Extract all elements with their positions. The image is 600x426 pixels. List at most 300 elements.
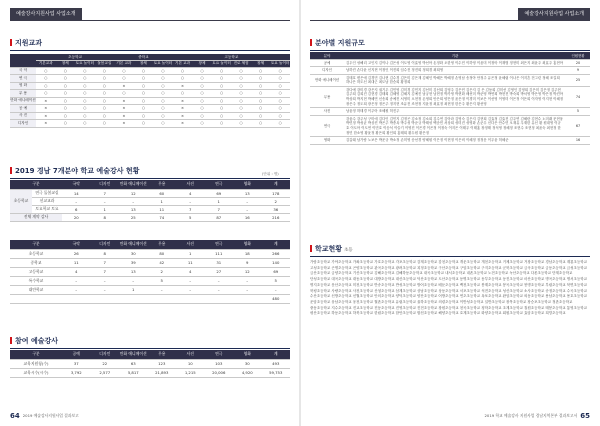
table-cell: ○ (95, 112, 115, 120)
table-cell: 74 (148, 213, 177, 221)
table-cell: ○ (56, 105, 76, 113)
table-cell: × (114, 82, 134, 90)
table-row (310, 74, 590, 86)
table-cell: ○ (212, 97, 232, 105)
field-count: 16 (566, 137, 590, 145)
table-cell: – (119, 276, 148, 285)
subhead-cell: 창체 (192, 61, 212, 68)
table-cell: – (262, 285, 291, 294)
table-cell: ○ (192, 75, 212, 83)
table-cell: 8 (91, 213, 120, 221)
footer-left (10, 412, 79, 420)
table-cell: ○ (75, 67, 95, 75)
table-cell: 59,753 (262, 368, 291, 377)
table-cell: 5 (148, 276, 177, 285)
table-cell: ○ (56, 82, 76, 90)
header-cell: 국악 (62, 180, 91, 189)
field-count: 67 (566, 115, 590, 136)
header-cell: 만화 애니메이션 (119, 350, 148, 359)
table-cell: ○ (251, 120, 271, 128)
table-row (310, 59, 590, 67)
table-cell (205, 294, 234, 303)
table-cell (176, 294, 205, 303)
table-cell: ○ (75, 105, 95, 113)
table-row (10, 285, 290, 294)
section-title-participants: 참여 예술강사 (10, 336, 58, 346)
table-cell: ○ (212, 90, 232, 98)
table-cell: 1 (91, 205, 120, 213)
table-cell: 11 (62, 258, 91, 267)
table-cell: ○ (95, 97, 115, 105)
row-label: 연극 돌봄교실 (32, 189, 62, 197)
table-cell: ○ (153, 90, 173, 98)
table-cell: 39 (119, 258, 148, 267)
row-label: 사 진 (10, 112, 36, 120)
table-cell: 493 (262, 359, 291, 368)
table-cell: ○ (231, 67, 251, 75)
subhead-cell: 토요 놀이터 (212, 61, 231, 66)
header-cell: 사진 (176, 180, 205, 189)
table-row (10, 359, 290, 368)
table-cell: ○ (212, 105, 232, 113)
table-cell: 7 (91, 189, 120, 197)
table-cell: ○ (36, 75, 56, 83)
table-cell: ○ (173, 67, 193, 75)
table-cell: ○ (231, 82, 251, 90)
table-cell: 2,577 (91, 368, 120, 377)
table-cell: ○ (270, 120, 290, 128)
table-cell: – (91, 197, 120, 205)
table-cell: ○ (36, 82, 56, 90)
header-cell: 기관 (344, 52, 566, 59)
table-cell: 12 (119, 189, 148, 197)
header-cell: 영화 (233, 180, 262, 189)
table-cell: ○ (75, 82, 95, 90)
table-cell: ○ (231, 112, 251, 120)
header-cell: 구분 (10, 180, 62, 189)
field-name: 사진 (310, 108, 344, 116)
group-header: 초등학교 (36, 54, 114, 61)
table-cell: 3,792 (62, 368, 91, 377)
table-cell: 16 (233, 213, 262, 221)
table-row (10, 294, 290, 303)
table-cell: ○ (75, 120, 95, 128)
table-cell: ○ (231, 120, 251, 128)
table-cell: 37 (62, 359, 91, 368)
header-cell: 계 (262, 180, 291, 189)
table-cell: 14 (62, 189, 91, 197)
table-cell: × (173, 97, 193, 105)
table-row (10, 368, 290, 377)
table-cell (233, 294, 262, 303)
subhead-cell: 기본 교과 (173, 61, 193, 68)
header-cell: 공예 (62, 350, 91, 359)
row-label: 디자인 (10, 120, 36, 128)
table-cell: 123 (148, 359, 177, 368)
header-cell: 만화 애니메이션 (119, 180, 148, 189)
table-cell: ○ (153, 67, 173, 75)
field-members: 남하진 손다윤 신지현 이정인 이진희 임수진 정진희 정희경 최희영 (344, 67, 566, 75)
header-cell: 사진 (176, 350, 205, 359)
subhead-cell: 토요 놀이터 (153, 61, 173, 66)
section-rule (10, 348, 290, 349)
table-cell (148, 294, 177, 303)
subhead-cell: 돌봄교실 (95, 61, 115, 68)
table-cell: ○ (251, 75, 271, 83)
table-cell: 18 (233, 249, 262, 258)
table-cell: ○ (153, 105, 173, 113)
table-cell: ○ (231, 75, 251, 83)
field-members: 김두인 성해리 고인지 김이나 김은성 이도영 이효영 박선아 손정화 오한영 이수민 이하영 이윤미 이정아 이재범 정현미 최은지 최윤주 최효주 홍현아 (344, 59, 566, 67)
table-cell: 69 (262, 267, 291, 276)
table-row (10, 120, 290, 128)
subhead-cell: 창체 (251, 61, 271, 68)
table-row (10, 267, 290, 276)
section-title-schools: 학교현황 초등 (310, 244, 353, 254)
table-cell: 11 (148, 205, 177, 213)
table-cell: ○ (173, 75, 193, 83)
table-cell: ○ (95, 120, 115, 128)
table-cell: 7 (205, 205, 234, 213)
table-row (10, 90, 290, 98)
table-cell: – (233, 205, 262, 213)
table-cell: 63 (119, 359, 148, 368)
header-cell: 구분 (10, 350, 62, 359)
field-count: 25 (566, 74, 590, 86)
table-cell: 1 (148, 197, 177, 205)
table-row (10, 258, 290, 267)
table-cell: 22 (91, 359, 120, 368)
table-cell: 1 (119, 285, 148, 294)
table-cell: × (173, 112, 193, 120)
table-cell: 5,817 (119, 368, 148, 377)
table-cell: ○ (56, 90, 76, 98)
table-cell: 42 (148, 258, 177, 267)
table-cell: 11 (176, 258, 205, 267)
table-cell: – (62, 285, 91, 294)
corner-cell (10, 54, 36, 67)
field-name: 영화 (310, 137, 344, 145)
field-members: 강다예 강미경 강은지 권기우 김민영 김미경 김민지 김선미 김선희 김영주 김은민 김은지 김 은 김동희 김미선 김영인 김영희 김은미 김은정 김주현 김주희 김희진 김현경 김태희 김혜영 김혜지 김예진 남궁현 남현정 박가영 박현화 배선미 박준영 박연희 박현진 박숙희 박서영 박은영 박은정 박진아 박상희 박지현 박혜연 신송희 송예진 서영미 오현정 손영희 안은희 양은정 윤은정 이경미 이보은 이선영 이영미 이은정 이은희 이자영 이지현 이혜정 장은주 정도희 장은정 정은주 정지현 조유진 조현정 지윤정 최효정 최현정 한은주 황은지 황선영 (344, 86, 566, 107)
table-cell: 7 (91, 267, 120, 276)
header-cell: 디자인 (91, 350, 120, 359)
table-cell: – (119, 197, 148, 205)
table-cell: ○ (56, 120, 76, 128)
table-cell: ○ (270, 90, 290, 98)
section-rule (10, 50, 290, 51)
row-label: 영 화 (10, 82, 36, 90)
header-cell: 계 (262, 350, 291, 359)
section-title-org: 분야별 지원규모 (310, 38, 365, 48)
row-label: 초등학교 (10, 249, 62, 258)
row-label: 고등학교 (10, 267, 62, 276)
field-name: 공예 (310, 59, 344, 67)
header-rule-right (310, 20, 590, 21)
table-cell: ○ (56, 97, 76, 105)
table-cell: 8 (91, 249, 120, 258)
table-cell: – (233, 285, 262, 294)
table-cell (62, 294, 91, 303)
table-cell: 27 (205, 267, 234, 276)
table-cell: ○ (270, 67, 290, 75)
row-label: 교육지원청(수) (10, 359, 62, 368)
table-cell: 5 (176, 213, 205, 221)
table-cell: ○ (134, 105, 154, 113)
table-cell: ○ (75, 97, 95, 105)
table-row (310, 115, 590, 136)
table-row (10, 197, 290, 205)
table-cell: ○ (134, 97, 154, 105)
header-cell: 만화 애니메이션 (119, 240, 148, 249)
field-name: 만화 애니메이션 (310, 74, 344, 86)
table-cell: 7 (176, 205, 205, 213)
table-cell: ○ (192, 112, 212, 120)
table-cell: ○ (251, 105, 271, 113)
table-row (310, 137, 590, 145)
subhead-cell: 토요 놀이터 (270, 61, 290, 66)
school-list: 가람초등학교 가야초등학교 가좌초등학교 가호초등학교 각포초등학교 감계초등학교 감천초등학교 개운초등학교 개천초등학교 거제초등학교 거창초등학교 경남초등학교 계룡초등학교 고성초등학교 곤명초등학교 곤양초등학교 관곡초등학교 광려초등학교 괴정초등학교 구산초등학교 구암초등학교 구지초등학교 군북초등학교 금곡초등학교 금동초등학교 금성초등학교 금산초등학교 금양초등학교 기산초등학교 김해초등학교 김해하동초등학교 내곡초등학교 내서초등학교 내촌초등학교 노전초등학교 녹산초등학교 다촌초등학교 단계초등학교 단성초등학교 대곡초등학교 대동초등학교 대방초등학교 대산초등학교 덕산초등학교 도산초등학교 동명초등학교 동부초등학교 동진초등학교 마산초등학교 명곡초등학교 명서초등학교 명지초등학교 문산초등학교 미천초등학교 반송초등학교 반성초등학교 방어초등학교 배둔초등학교 백천초등학교 봉계초등학교 봉곡초등학교 봉명초등학교 부림초등학교 북면초등학교 북평초등학교 사량초등학교 사천초등학교 산청초등학교 삼계초등학교 상남초등학교 상동초등학교 서포초등학교 석전초등학교 성산초등학교 소사초등학교 송정초등학교 수곡초등학교 수산초등학교 신방초등학교 신월초등학교 안의초등학교 양덕초등학교 양산초등학교 어방초등학교 연초초등학교 옥포초등학교 완암초등학교 외동초등학교 용남초등학교 용호초등학교 운암초등학교 웅남초등학교 웅천초등학교 월촌초등학교 유림초등학교 율하초등학교 의령초등학교 이반성초등학교 일반초등학교 장목초등학교 장승포초등학교 정촌초등학교 중동초등학교 지수초등학교 진교초등학교 진동초등학교 진영초등학교 진전초등학교 창원초등학교 천곡초등학교 청학초등학교 초계초등학교 칠원초등학교 태봉초등학교 통영초등학교 평산초등학교 하동초등학교 하북초등학교 한림초등학교 함안초등학교 합천초등학교 해양초등학교 호계초등학교 화양초등학교 회원초등학교 효암초등학교 희망초등학교 (310, 260, 588, 316)
right-page (300, 0, 600, 426)
row-label: 교육시수(시수) (10, 368, 62, 377)
table-cell: ○ (251, 90, 271, 98)
table-cell: ○ (212, 112, 232, 120)
table-cell: ○ (270, 75, 290, 83)
table-cell: ○ (95, 67, 115, 75)
row-label: 공 예 (10, 105, 36, 113)
table-cell: 178 (262, 189, 291, 197)
subhead-cell: 기본 교과 (114, 61, 134, 68)
table-cell (91, 294, 120, 303)
header-tab-left: 예술강사지원사업 사업소개 (10, 8, 82, 20)
table-cell: × (36, 97, 56, 105)
table-cell: ○ (75, 90, 95, 98)
table-cell: 2 (262, 197, 291, 205)
table-cell: 4,920 (233, 368, 262, 377)
table-cell: – (176, 276, 205, 285)
table-row (10, 276, 290, 285)
header-tab-right: 예술강사지원사업 사업소개 (518, 8, 590, 20)
table-row (310, 67, 590, 75)
table-cell: 31 (205, 258, 234, 267)
table-cell: 26 (62, 249, 91, 258)
field-count: 74 (566, 86, 590, 107)
table-cell: ○ (212, 67, 232, 75)
section-rule (310, 256, 590, 257)
table-cell: – (233, 276, 262, 285)
table-cell: ○ (134, 67, 154, 75)
table-row (10, 249, 290, 258)
footer-text-left: 2019 예술강사지원사업 결과보고 (22, 413, 79, 418)
table-cell: 30 (233, 359, 262, 368)
table-cell: ○ (251, 67, 271, 75)
table-cell: ○ (134, 90, 154, 98)
row-label: 전체 계약 감사 (10, 213, 62, 221)
header-cell: 연극 (205, 350, 234, 359)
schools-table (10, 240, 290, 304)
table-cell: – (205, 285, 234, 294)
table-row (310, 86, 590, 107)
field-members: 김태호 변은애 김경민 김나현 김수경 김은미 김은재 김혜인 박혜은 박혜정 손영남 송정아 안정주 유은정 윤혜림 이나은 이지흔 전그린 정혜 조길희 하나은 허도신 최대근 최도남 한승희 황정희 (344, 74, 566, 86)
table-cell: ○ (270, 97, 290, 105)
table-cell: 30 (119, 249, 148, 258)
table-cell: 20,006 (205, 368, 234, 377)
subhead-cell: 기본교과 (36, 61, 56, 68)
field-members: 남윤정 허태경 이주아 조혜원 허진주 (344, 108, 566, 116)
page-number-left: 64 (10, 412, 20, 420)
table-cell: ○ (134, 75, 154, 83)
table-cell: 140 (262, 258, 291, 267)
table-cell: 80 (148, 249, 177, 258)
table-cell: × (36, 112, 56, 120)
table-cell: 6 (62, 205, 91, 213)
table-cell: ○ (153, 82, 173, 90)
row-label (10, 294, 62, 303)
table-cell: ○ (270, 82, 290, 90)
row-label: 대안학교 (10, 285, 62, 294)
page-number-right: 65 (580, 412, 590, 420)
table-cell: × (114, 120, 134, 128)
field-members: 강윤수 강주성 구미애 김다인 김민지 김정곤 김소정 김소희 김수연 김아라 김영숙 김은지 김현희 김효정 김효진 김주연 김혜란 김현수 노미래 문현웅 박민정 박성균 박상진 박은주 박종옥 박주성 박준규 박태성 백준민 서상희 성미진 성영화 손준우 신다은 안수민 오재유 우재한 유신 황 원대영 이규호 이도아 이도연 이민호 이승석 이슬기 이영진 이은경 이은정 이정숙 이지은 이태우 이태홍 장정태 정석영 정혜정 조현수 조현정 최윤숙 최현정 한정민 한소영 황윤정 황은희 황인희 홍태희 황두원 황은정 (344, 115, 566, 136)
table-cell (119, 294, 148, 303)
table-cell: ○ (114, 67, 134, 75)
table-row (10, 67, 290, 75)
header-cell: 영화 (233, 240, 262, 249)
row-label: 토요학교 토요 (32, 205, 62, 213)
table-cell: × (173, 105, 193, 113)
table-cell: × (36, 105, 56, 113)
section-rule (10, 178, 290, 179)
unit-label: (단위 : 명) (262, 172, 279, 176)
table-cell: ○ (56, 75, 76, 83)
table-cell: ○ (95, 105, 115, 113)
table-cell: ○ (192, 120, 212, 128)
field-name: 연극 (310, 115, 344, 136)
table-cell: ○ (114, 90, 134, 98)
table-cell: 13 (119, 267, 148, 276)
subhead-cell: 진로 체험 (231, 61, 251, 68)
field-count: 5 (566, 108, 590, 116)
table-cell: 1 (205, 197, 234, 205)
table-cell: – (91, 285, 120, 294)
subhead-cell: 토요 놀이터 (75, 61, 95, 66)
table-cell: × (114, 105, 134, 113)
hours-table (10, 180, 290, 222)
table-cell: ○ (56, 112, 76, 120)
table-row (10, 205, 290, 213)
table-cell: 21,893 (148, 368, 177, 377)
table-row (10, 213, 290, 221)
table-cell: ○ (192, 90, 212, 98)
table-cell: 87 (205, 213, 234, 221)
header-cell: 무용 (148, 350, 177, 359)
table-cell: ○ (192, 67, 212, 75)
table-cell: × (36, 120, 56, 128)
table-cell: – (233, 197, 262, 205)
table-row (10, 189, 290, 197)
table-cell: 4 (176, 189, 205, 197)
table-cell: 9 (233, 258, 262, 267)
table-cell: × (114, 112, 134, 120)
table-cell: 1,215 (176, 368, 205, 377)
table-cell: ○ (153, 120, 173, 128)
table-cell: 25 (119, 213, 148, 221)
header-cell: 무용 (148, 240, 177, 249)
table-cell: × (173, 82, 193, 90)
table-cell: ○ (192, 97, 212, 105)
table-cell: ○ (212, 82, 232, 90)
table-cell: 103 (205, 359, 234, 368)
table-row (310, 108, 590, 116)
table-cell: – (62, 276, 91, 285)
header-cell: 연극 (205, 240, 234, 249)
header-cell: 연극 (205, 180, 234, 189)
header-cell: 인원현황 (566, 52, 590, 59)
table-cell: 7 (91, 258, 120, 267)
table-cell: ○ (36, 90, 56, 98)
table-cell: 4 (176, 267, 205, 276)
table-cell: ○ (251, 112, 271, 120)
table-cell: ○ (192, 105, 212, 113)
header-cell: 사진 (176, 240, 205, 249)
table-cell: ○ (270, 112, 290, 120)
table-cell: – (62, 197, 91, 205)
table-cell: ○ (153, 112, 173, 120)
table-cell: ○ (95, 75, 115, 83)
table-cell: ○ (251, 97, 271, 105)
subjects-table (10, 54, 290, 128)
field-members: 김갑래 남가람 노보은 박운규 박소정 손미영 송선경 양혜원 이은정 이현정 이은비 이혜정 정정운 이우윤 허혜준 (344, 137, 566, 145)
table-cell: × (173, 120, 193, 128)
table-cell: ○ (95, 90, 115, 98)
table-cell: ○ (134, 112, 154, 120)
subhead-cell: 창체 (134, 61, 154, 68)
table-cell: 480 (262, 294, 291, 303)
field-name: 무용 (310, 86, 344, 107)
row-label: 중학교 (10, 258, 62, 267)
table-cell: ○ (173, 90, 193, 98)
header-cell: 계 (262, 240, 291, 249)
header-cell: 국악 (62, 240, 91, 249)
header-cell: 무용 (148, 180, 177, 189)
table-cell: 2 (148, 267, 177, 276)
subhead-cell: 창체 (56, 61, 76, 68)
table-cell: ○ (75, 75, 95, 83)
row-label: 무 용 (10, 90, 36, 98)
table-cell: 4 (62, 267, 91, 276)
table-cell: ○ (134, 82, 154, 90)
footer-text-right: 2019 학교 예술강사 지원사업 경남지역본부 결과보고서 (484, 413, 578, 418)
row-label: 국 악 (10, 67, 36, 75)
header-cell: 분야 (310, 52, 344, 59)
row-label: 연 극 (10, 75, 36, 83)
table-cell: ○ (231, 90, 251, 98)
table-cell: 266 (262, 249, 291, 258)
table-cell: 10 (176, 359, 205, 368)
section-title-subjects: 지원교과 (10, 38, 42, 48)
table-cell: ○ (212, 120, 232, 128)
table-cell: ○ (114, 75, 134, 83)
table-cell: – (176, 285, 205, 294)
table-cell: ○ (270, 105, 290, 113)
table-cell: – (148, 285, 177, 294)
table-cell: 69 (205, 189, 234, 197)
group-header: 고등학교 (173, 54, 290, 61)
table-cell: 13 (233, 189, 262, 197)
row-label: 특수학교 (10, 276, 62, 285)
table-cell: ○ (231, 105, 251, 113)
table-cell: 60 (148, 189, 177, 197)
table-row (10, 75, 290, 83)
